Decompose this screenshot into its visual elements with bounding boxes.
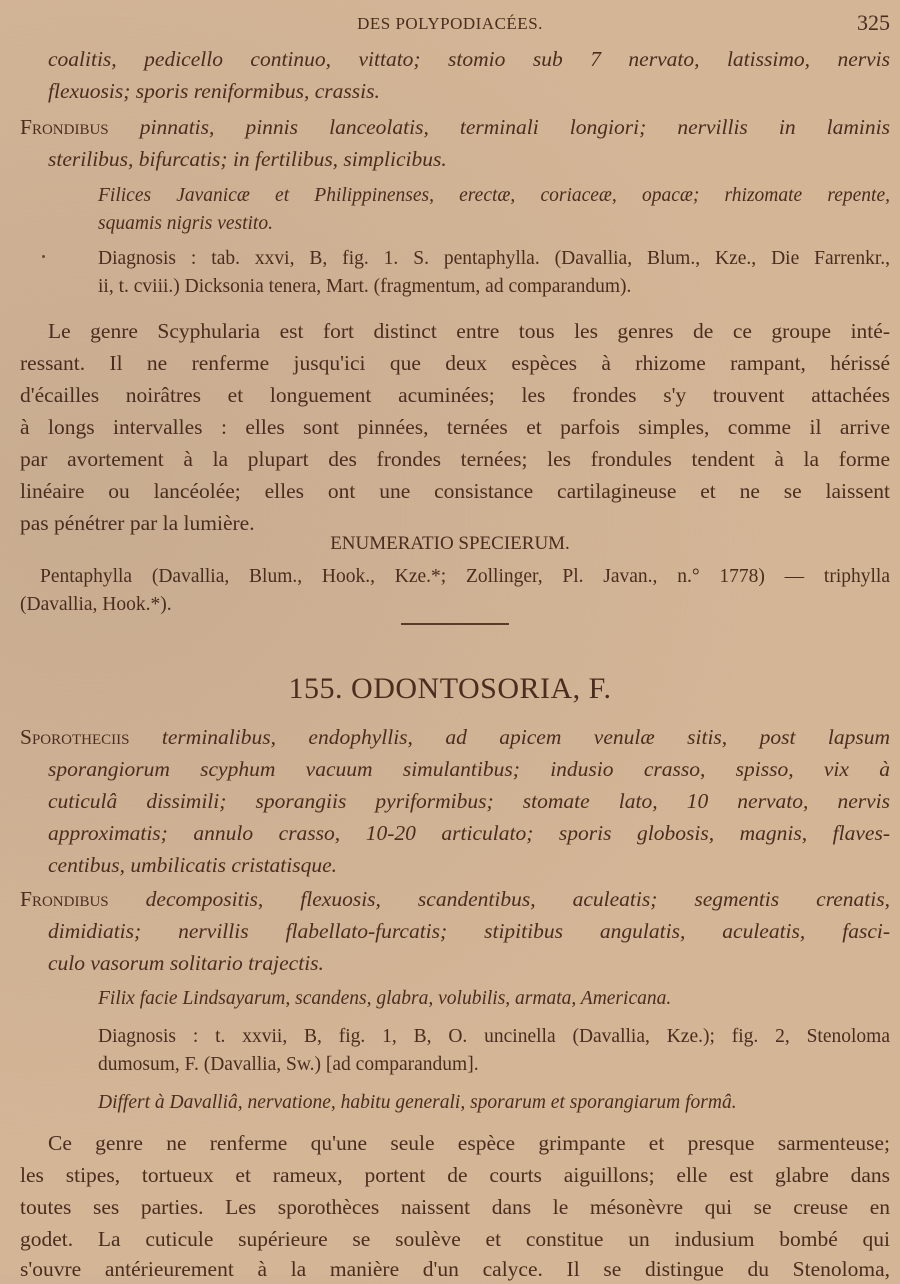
sporothecis-line: sporangiorum scyphum vacuum simulantibus; indusio crasso, spisso, vix à (48, 757, 890, 781)
diagnosis-line: Diagnosis : tab. xxvi, B, fig. 1. S. pentaphylla. (Davallia, Blum., Kze., Die Farrenkr., (98, 248, 890, 269)
discussion-line: godet. La cuticule supérieure se soulève et constitue un indusium bombé qui (20, 1227, 890, 1251)
character-line-text: flexuosis; sporis reniformibus, crassis. (48, 79, 380, 103)
sporothecis-line: centibus, umbilicatis cristatisque. (48, 853, 338, 877)
discussion-line: s'ouvre antérieurement à la manière d'un calyce. Il se distingue du Stenoloma, (20, 1257, 890, 1281)
sporothecis-line: cuticulâ dissimili; sporangiis pyriformibus; stomate lato, 10 nervato, nervis (48, 789, 890, 813)
print-speck (42, 255, 45, 258)
discussion-line: pas pénétrer par la lumière. (20, 511, 255, 535)
diagnosis-line: ii, t. cviii.) Dicksonia tenera, Mart. (fragmentum, ad comparandum). (98, 276, 632, 297)
frondibus-text: pinnatis, pinnis lanceolatis, terminali longiori; nervillis in laminis (139, 115, 890, 139)
frondibus-label: Frondibus (20, 887, 109, 911)
character-line (48, 76, 380, 106)
discussion-line: d'écailles noirâtres et longuement acuminées; les frondes s'y trouvent attachées (20, 383, 890, 407)
page-number: 325 (857, 10, 890, 35)
character-line: coalitis, pedicello continuo, vittato; stomio sub 7 nervato, latissimo, nervis (48, 47, 890, 71)
discussion-line: les stipes, tortueux et rameux, portent de courts aiguillons; elle est glabre dans (20, 1163, 890, 1187)
habitat-line: Filices Javanicæ et Philippinenses, erectæ, coriaceæ, opacæ; rhizomate repente, (98, 185, 890, 206)
differt-line: Differt à Davalliâ, nervatione, habitu generali, sporarum et sporangiarum formâ. (98, 1092, 737, 1113)
frondibus-line: culo vasorum solitario trajectis. (48, 951, 324, 975)
enumeration-line: Pentaphylla (Davallia, Blum., Hook., Kze.*; Zollinger, Pl. Javan., n.° 1778) — triphylla (40, 566, 890, 587)
diagnosis-line: Diagnosis : t. xxvii, B, fig. 1, B, O. uncinella (Davallia, Kze.); fig. 2, Stenoloma (98, 1026, 890, 1047)
discussion-line: linéaire ou lancéolée; elles ont une consistance cartilagineuse et ne se laissent (20, 479, 890, 503)
sporothecis-label: Sporothecіis (20, 725, 130, 749)
frondibus-line: sterilibus, bifurcatis; in fertilibus, simplicibus. (48, 147, 447, 171)
frondibus-text: decompositis, flexuosis, scandentibus, aculeatis; segmentis crenatis, (145, 887, 890, 911)
habitat-line: Filix facie Lindsayarum, scandens, glabra, volubilis, armata, Americana. (98, 988, 672, 1009)
frondibus-line (20, 884, 890, 914)
discussion-line: ressant. Il ne renferme jusqu'ici que deux espèces à rhizome rampant, hérissé (20, 351, 890, 375)
frondibus-line: dimidiatis; nervillis flabellato-furcatis; stipitibus angulatis, aculeatis, fasci- (48, 919, 890, 943)
discussion-line: par avortement à la plupart des frondes ternées; les frondules tendent à la forme (20, 447, 890, 471)
habitat-line: squamis nigris vestito. (98, 213, 273, 234)
frondibus-line (20, 112, 890, 142)
running-head (0, 10, 900, 34)
discussion-line: Ce genre ne renferme qu'une seule espèce grimpante et presque sarmenteuse; (48, 1131, 890, 1155)
sporothecis-text: terminalibus, endophyllis, ad apicem venulæ sitis, post lapsum (161, 725, 890, 749)
genus-title: 155. ODONTOSORIA, F. (288, 672, 612, 705)
discussion-line: Le genre Scyphularia est fort distinct entre tous les genres de ce groupe inté- (48, 319, 890, 343)
discussion-line: à longs intervalles : elles sont pinnées, ternées et parfois simples, comme il arrive (20, 415, 890, 439)
discussion-line: toutes ses parties. Les sporothèces naissent dans le mésonèvre qui se creuse en (20, 1195, 890, 1219)
sporothecis-line: approximatis; annulo crasso, 10-20 articulato; sporis globosis, magnis, flaves- (48, 821, 890, 845)
running-title: DES POLYPODIACÉES. (357, 14, 543, 33)
diagnosis-line: dumosum, F. (Davallia, Sw.) [ad comparandum]. (98, 1054, 479, 1075)
enumeration-line: (Davallia, Hook.*). (20, 594, 172, 615)
sporothecis-line (20, 722, 890, 752)
section-divider (401, 623, 509, 625)
frondibus-label: Frondibus (20, 115, 109, 139)
enumeration-title: ENUMERATIO SPECIERUM. (330, 533, 570, 554)
